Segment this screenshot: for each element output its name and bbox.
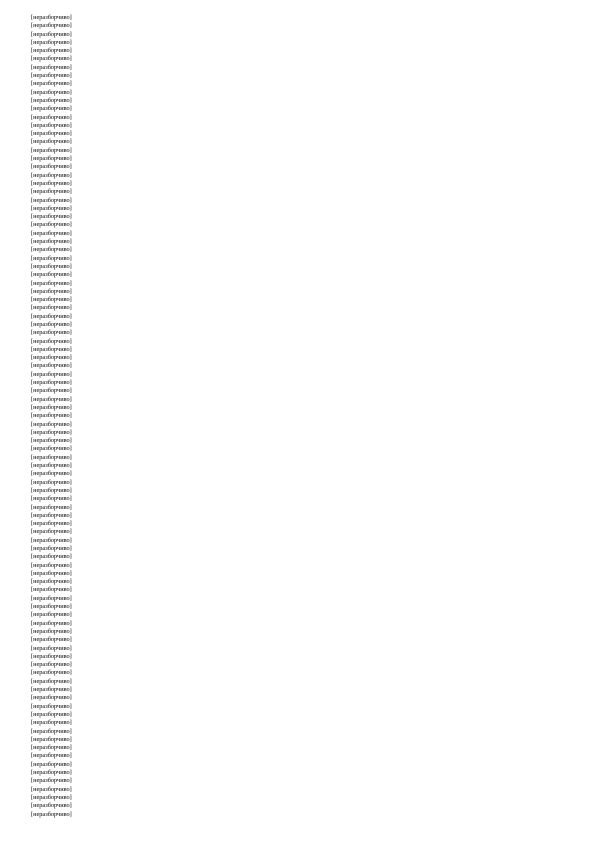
document-line: [неразборчиво] [31,362,72,370]
document-line: [неразборчиво] [31,279,72,287]
document-line: [неразборчиво] [31,578,72,586]
document-line: [неразборчиво] [31,88,72,96]
document-line: [неразборчиво] [31,138,72,146]
document-line: [неразборчиво] [31,296,72,304]
document-line: [неразборчиво] [31,171,72,179]
document-line: [неразборчиво] [31,337,72,345]
document-line: [неразборчиво] [31,395,72,403]
document-line: [неразборчиво] [31,744,72,752]
document-line: [неразборчиво] [31,785,72,793]
document-line: [неразборчиво] [31,38,72,46]
document-line: [неразборчиво] [31,229,72,237]
document-body [31,14,571,819]
document-line: [неразборчиво] [31,163,72,171]
document-line: [неразборчиво] [31,22,72,30]
document-line: [неразборчиво] [31,121,72,129]
document-line: [неразборчиво] [31,304,72,312]
document-line: [неразборчиво] [31,345,72,353]
document-line: [неразборчиво] [31,694,72,702]
document-line: [неразборчиво] [31,271,72,279]
document-line: [неразборчиво] [31,727,72,735]
document-line: [неразборчиво] [31,661,72,669]
document-line: [неразборчиво] [31,179,72,187]
document-line: [неразборчиво] [31,594,72,602]
document-line: [неразборчиво] [31,213,72,221]
document-line: [неразборчиво] [31,470,72,478]
document-line: [неразборчиво] [31,105,72,113]
document-line: [неразборчиво] [31,246,72,254]
document-line: [неразборчиво] [31,130,72,138]
document-line: [неразборчиво] [31,14,72,21]
document-line: [неразборчиво] [31,710,72,718]
document-line: [неразборчиво] [31,520,72,528]
document-line: [неразборчиво] [31,686,72,694]
document-line: [неразборчиво] [31,96,72,104]
document-line: [неразборчиво] [31,586,72,594]
document-line: [неразборчиво] [31,387,72,395]
document-line: [неразборчиво] [31,511,72,519]
document-line: [неразборчиво] [31,320,72,328]
document-line: [неразборчиво] [31,627,72,635]
document-line: [неразборчиво] [31,238,72,246]
document-line: [неразборчиво] [31,221,72,229]
document-line: [неразборчиво] [31,545,72,552]
document-line: [неразборчиво] [31,113,72,121]
document-line: [неразборчиво] [31,644,72,652]
document-line: [неразборчиво] [31,420,72,428]
document-line: [неразборчиво] [31,72,72,80]
document-line: [неразборчиво] [31,752,72,760]
document-line: [неразборчиво] [31,478,72,486]
document-line: [неразборчиво] [31,262,72,270]
document-line: [неразборчиво] [31,603,72,611]
document-line: [неразборчиво] [31,802,72,810]
document-line: [неразборчиво] [31,437,72,445]
document-line: [неразборчиво] [31,619,72,627]
document-line: [неразборчиво] [31,777,72,785]
document-line: [неразборчиво] [31,553,72,561]
document-line: [неразборчиво] [31,611,72,619]
document-line: [неразборчиво] [31,146,72,154]
document-line: [неразборчиво] [31,486,72,494]
document-line: [неразборчиво] [31,495,72,503]
document-line: [неразборчиво] [31,669,72,677]
document-line: [неразборчиво] [31,445,72,453]
document-line: [неразборчиво] [31,569,72,577]
document-line: [неразборчиво] [31,30,72,38]
document-line: [неразборчиво] [31,677,72,685]
document-line: [неразборчиво] [31,503,72,511]
document-line: [неразборчиво] [31,636,72,644]
document-line: [неразборчиво] [31,55,72,63]
document-line: [неразборчиво] [31,536,72,544]
document-line: [неразборчиво] [31,760,72,768]
document-line: [неразборчиво] [31,561,72,569]
document-line: [неразборчиво] [31,719,72,727]
document-line: [неразборчиво] [31,47,72,55]
document-line: [неразборчиво] [31,155,72,163]
document-line: [неразборчиво] [31,652,72,660]
document-line: [неразборчиво] [31,735,72,743]
document-line: [неразборчиво] [31,702,72,710]
document-line: [неразборчиво] [31,379,72,387]
document-line: [неразборчиво] [31,453,72,461]
document-line: [неразборчиво] [31,428,72,436]
document-line: [неразборчиво] [31,63,72,71]
document-line: [неразборчиво] [31,287,72,295]
document-line: [неразборчиво] [31,403,72,411]
document-line: [неразборчиво] [31,462,72,470]
document-line: [неразборчиво] [31,769,72,777]
document-line: [неразборчиво] [31,204,72,212]
document-line: [неразборчиво] [31,810,72,818]
document-line: [неразборчиво] [31,329,72,337]
document-line: [неразборчиво] [31,312,72,320]
document-line: [неразборчиво] [31,370,72,378]
document-line: [неразборчиво] [31,188,72,196]
document-line: [неразборчиво] [31,412,72,420]
document-line: [неразборчиво] [31,528,72,536]
document-line: [неразборчиво] [31,196,72,204]
document-line: [неразборчиво] [31,793,72,801]
document-line: [неразборчиво] [31,254,72,262]
document-line: [неразборчиво] [31,354,72,362]
document-line: [неразборчиво] [31,80,72,88]
